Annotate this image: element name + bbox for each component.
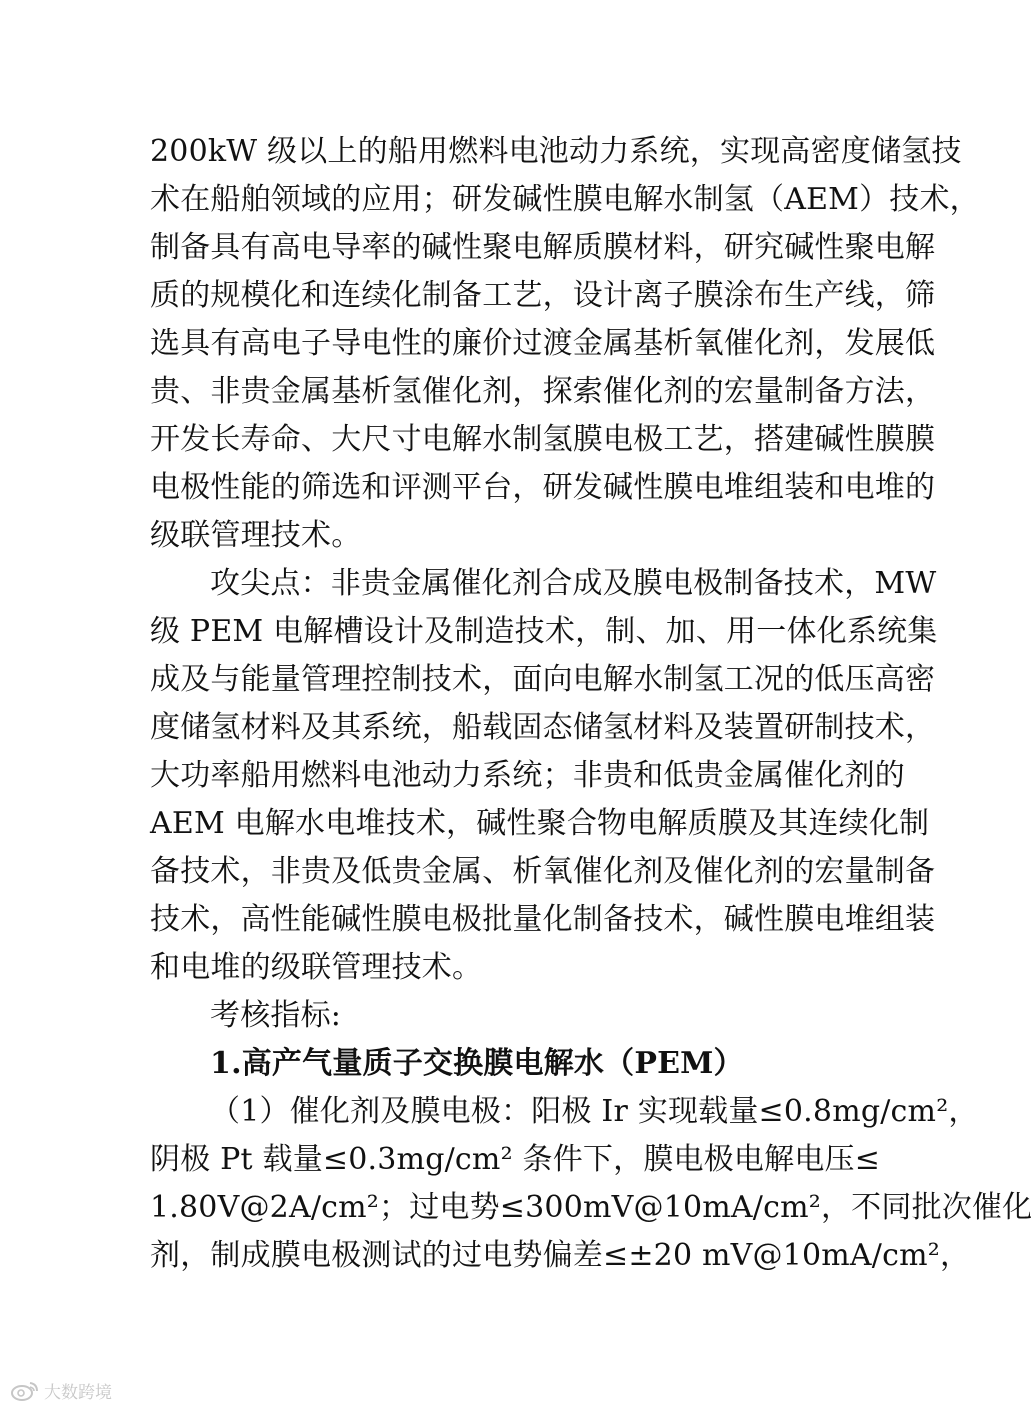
paragraph-3-line: （1）催化剂及膜电极：阳极 Ir 实现载量≤0.8mg/cm²， [210, 1094, 979, 1129]
paragraph-1-line: 开发长寿命、大尺寸电解水制氢膜电极工艺，搭建碱性膜膜 [150, 422, 936, 457]
paragraph-2-line: 备技术，非贵及低贵金属、析氧催化剂及催化剂的宏量制备 [150, 854, 936, 889]
paragraph-3-line: 剂，制成膜电极测试的过电势偏差≤±20 mV@10mA/cm²， [150, 1238, 971, 1273]
paragraph-1-line: 级联管理技术。 [150, 518, 362, 553]
paragraph-3-line: 1.80V@2A/cm²；过电势≤300mV@10mA/cm²，不同批次催化 [150, 1190, 1032, 1225]
paragraph-1-line: 选具有高电子导电性的廉价过渡金属基析氧催化剂，发展低 [150, 326, 936, 361]
paragraph-1-line: 200kW 级以上的船用燃料电池动力系统，实现高密度储氢技 [150, 134, 962, 169]
paragraph-2-line: 攻尖点：非贵金属催化剂合成及膜电极制备技术，MW [210, 566, 937, 601]
paragraph-2-line: 和电堆的级联管理技术。 [150, 950, 483, 985]
paragraph-2-line: 大功率船用燃料电池动力系统；非贵和低贵金属催化剂的 [150, 758, 905, 793]
paragraph-2-line: 技术，高性能碱性膜电极批量化制备技术，碱性膜电堆组装 [150, 902, 936, 937]
paragraph-1-line: 电极性能的筛选和评测平台，研发碱性膜电堆组装和电堆的 [150, 470, 936, 505]
paragraph-2-line: AEM 电解水电堆技术，碱性聚合物电解质膜及其连续化制 [150, 806, 930, 841]
paragraph-1-line: 贵、非贵金属基析氢催化剂，探索催化剂的宏量制备方法， [150, 374, 936, 409]
paragraph-1-line: 质的规模化和连续化制备工艺，设计离子膜涂布生产线，筛 [150, 278, 936, 313]
assessment-label: 考核指标: [210, 998, 342, 1033]
paragraph-1-line: 术在船舶领域的应用；研发碱性膜电解水制氢（AEM）技术， [150, 182, 980, 217]
weibo-logo-icon [10, 1380, 40, 1402]
document-body [150, 128, 1032, 1280]
watermark-text: 大数跨境 [44, 1383, 112, 1403]
paragraph-3-line: 阴极 Pt 载量≤0.3mg/cm² 条件下，膜电极电解电压≤ [150, 1142, 881, 1177]
paragraph-2-line: 级 PEM 电解槽设计及制造技术，制、加、用一体化系统集 [150, 614, 938, 649]
watermark [10, 1378, 112, 1403]
paragraph-2-line: 成及与能量管理控制技术，面向电解水制氢工况的低压高密 [150, 662, 936, 697]
paragraph-1-line: 制备具有高电导率的碱性聚电解质膜材料，研究碱性聚电解 [150, 230, 936, 265]
section-heading: 1.高产气量质子交换膜电解水（PEM） [210, 1046, 744, 1081]
paragraph-2-line: 度储氢材料及其系统，船载固态储氢材料及装置研制技术， [150, 710, 936, 745]
